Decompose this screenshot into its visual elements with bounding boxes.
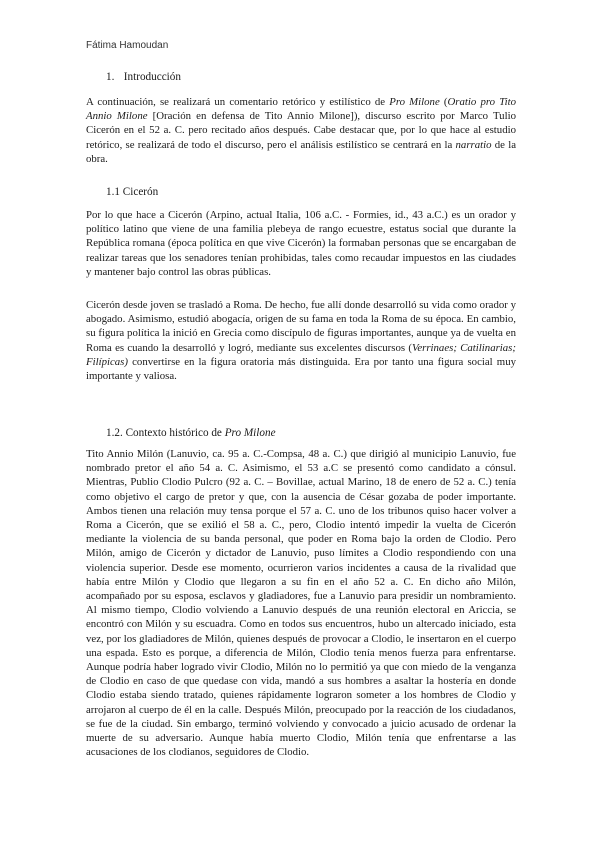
italic-run: Oratio pro Tito Annio Milone: [86, 96, 516, 123]
italic-run: narratio: [455, 138, 492, 151]
ciceron-paragraph-1: [86, 208, 516, 279]
author-name: Fátima Hamoudan: [86, 40, 169, 51]
italic-run: Pro Milone: [389, 96, 440, 108]
section-heading-introduccion: [106, 71, 181, 83]
section-heading-contexto: [106, 427, 276, 439]
text-run: Cicerón desde joven se trasladó a Roma. De hecho, fue allí donde desarrolló su vida como orador y abogado. Asimismo, estudió abogacía, origen de su fama en toda la Roma de su época. En cambio, su figura política la inició en Grecia como discípulo de figuras importantes, aunque ya de vuelta en Roma es cuando la desarrolló y logró, mediante sus excelentes discursos (: [86, 299, 516, 354]
section-title: Introducción: [123, 71, 181, 83]
text-run: de la obra.: [86, 138, 516, 165]
ciceron-paragraph-2: [86, 298, 516, 383]
text-run: convertirse en la figura oratoria más distinguida. Era por tanto una figura social muy importante y valiosa.: [86, 355, 516, 383]
text-run: Por lo que hace a Cicerón (Arpino, actual Italia, 106 a.C. - Formies, id., 43 a.C.) es un orador y político latino que viene de una familia plebeya de rango ecuestre, estatus social que durante la República romana (época política en que vive Cicerón) la formaban personas que se encargaban de realizar tareas que los senadores tenían prohibidas, tales como recaudar impuestos en las ciudades y mantener bajo control las obras públicas.: [86, 209, 516, 278]
section-heading-ciceron: 1.1 Cicerón: [106, 186, 159, 198]
text-run: Tito Annio Milón (Lanuvio, ca. 95 a. C.-Compsa, 48 a. C.) que dirigió al municipio Lanuvio, fue nombrado pretor el año 54 a. C. Asimismo, el 53 a.C se presentó como candidato a cónsul. Mientras, Publio Clodio Pulcro (92 a. C. – Bovillae, actual Marino, 18 de enero de 52 a. C.) tenía como objetivo el cargo de pretor y que, con la ausencia de César gozaba de poder importante. Ambos tienen una relación muy tensa porque el 57 a. C. uno de los tribunos quiso hacer volver a Roma a Cicerón, que se exilió el 58 a. C., pero, Clodio intentó impedir la vuelta de Cicerón mediante la violencia de su banda personal, que poder en Roma bajo la orden de Clodio. Pero Milón, amigo de Cicerón y dictador de Lanuvio, puso límites a Clodio respondiendo con una violencia superior. Desde ese momento, ocurrieron varios incidentes a causa de la rivalidad que había entre Milón y Clodio que llegaron a su fin en el año 52 a. C. En dicho año Milón, acompañado por su esposa, esclavos y gladiadores, fue a Lanuvio para presidir un nombramiento. Al mismo tiempo, Clodio volviendo a Lanuvio después de una reunión electoral en Ariccia, se encontró con Milón y su escuadra. Como en todos sus encuentros, hubo un altercado iniciado, esta vez, por los gladiadores de Milón, quienes después de provocar a Clodio, le insertaron en el cuerpo una espada. Esto es porque, a diferencia de Milón, Clodio tenía menos fuerza para enfrentarse. Aunque podría haber logrado vivir Clodio, Milón no lo permitió ya que con miedo de la venganza de Clodio en caso de que quedase con vida, mandó a sus hombres a asaltar la hostería en donde Clodio estaba siendo tratado, quienes rápidamente lograron someter a los hombres de Clodio y arrojaron al cuerpo de él en la calle. Después Milón, preocupado por la reacción de los ciudadanos, se fue de la ciudad. Sin embargo, terminó volviendo y convocado a juicio acusado de ordenar la muerte de su adversario. Aunque había muerto Clodio, Milón tenía que enfrentarse a las acusaciones de los clodianos, seguidores de Clodio.: [86, 448, 516, 759]
contexto-paragraph: [86, 447, 516, 759]
contexto-title-prefix: 1.2. Contexto histórico de: [106, 427, 225, 439]
text-run: A continuación, se realizará un comentario retórico y estilístico de: [86, 96, 390, 108]
intro-paragraph: [86, 95, 516, 166]
contexto-title-work: Pro Milone: [224, 427, 276, 439]
text-run: [Oración en defensa de Tito Annio Milone]), discurso escrito por Marco Tulio Cicerón en el 52 a. C. pero recitado años después. Cabe destacar que, por lo que hace al estudio retórico, se realizará de todo el discurso, pero el análisis estilístico se centrará en la: [86, 110, 516, 151]
italic-run: Verrinaes; Catilinarias; Filípicas): [86, 341, 516, 368]
section-number: 1.: [106, 71, 115, 83]
text-run: (: [439, 96, 448, 108]
